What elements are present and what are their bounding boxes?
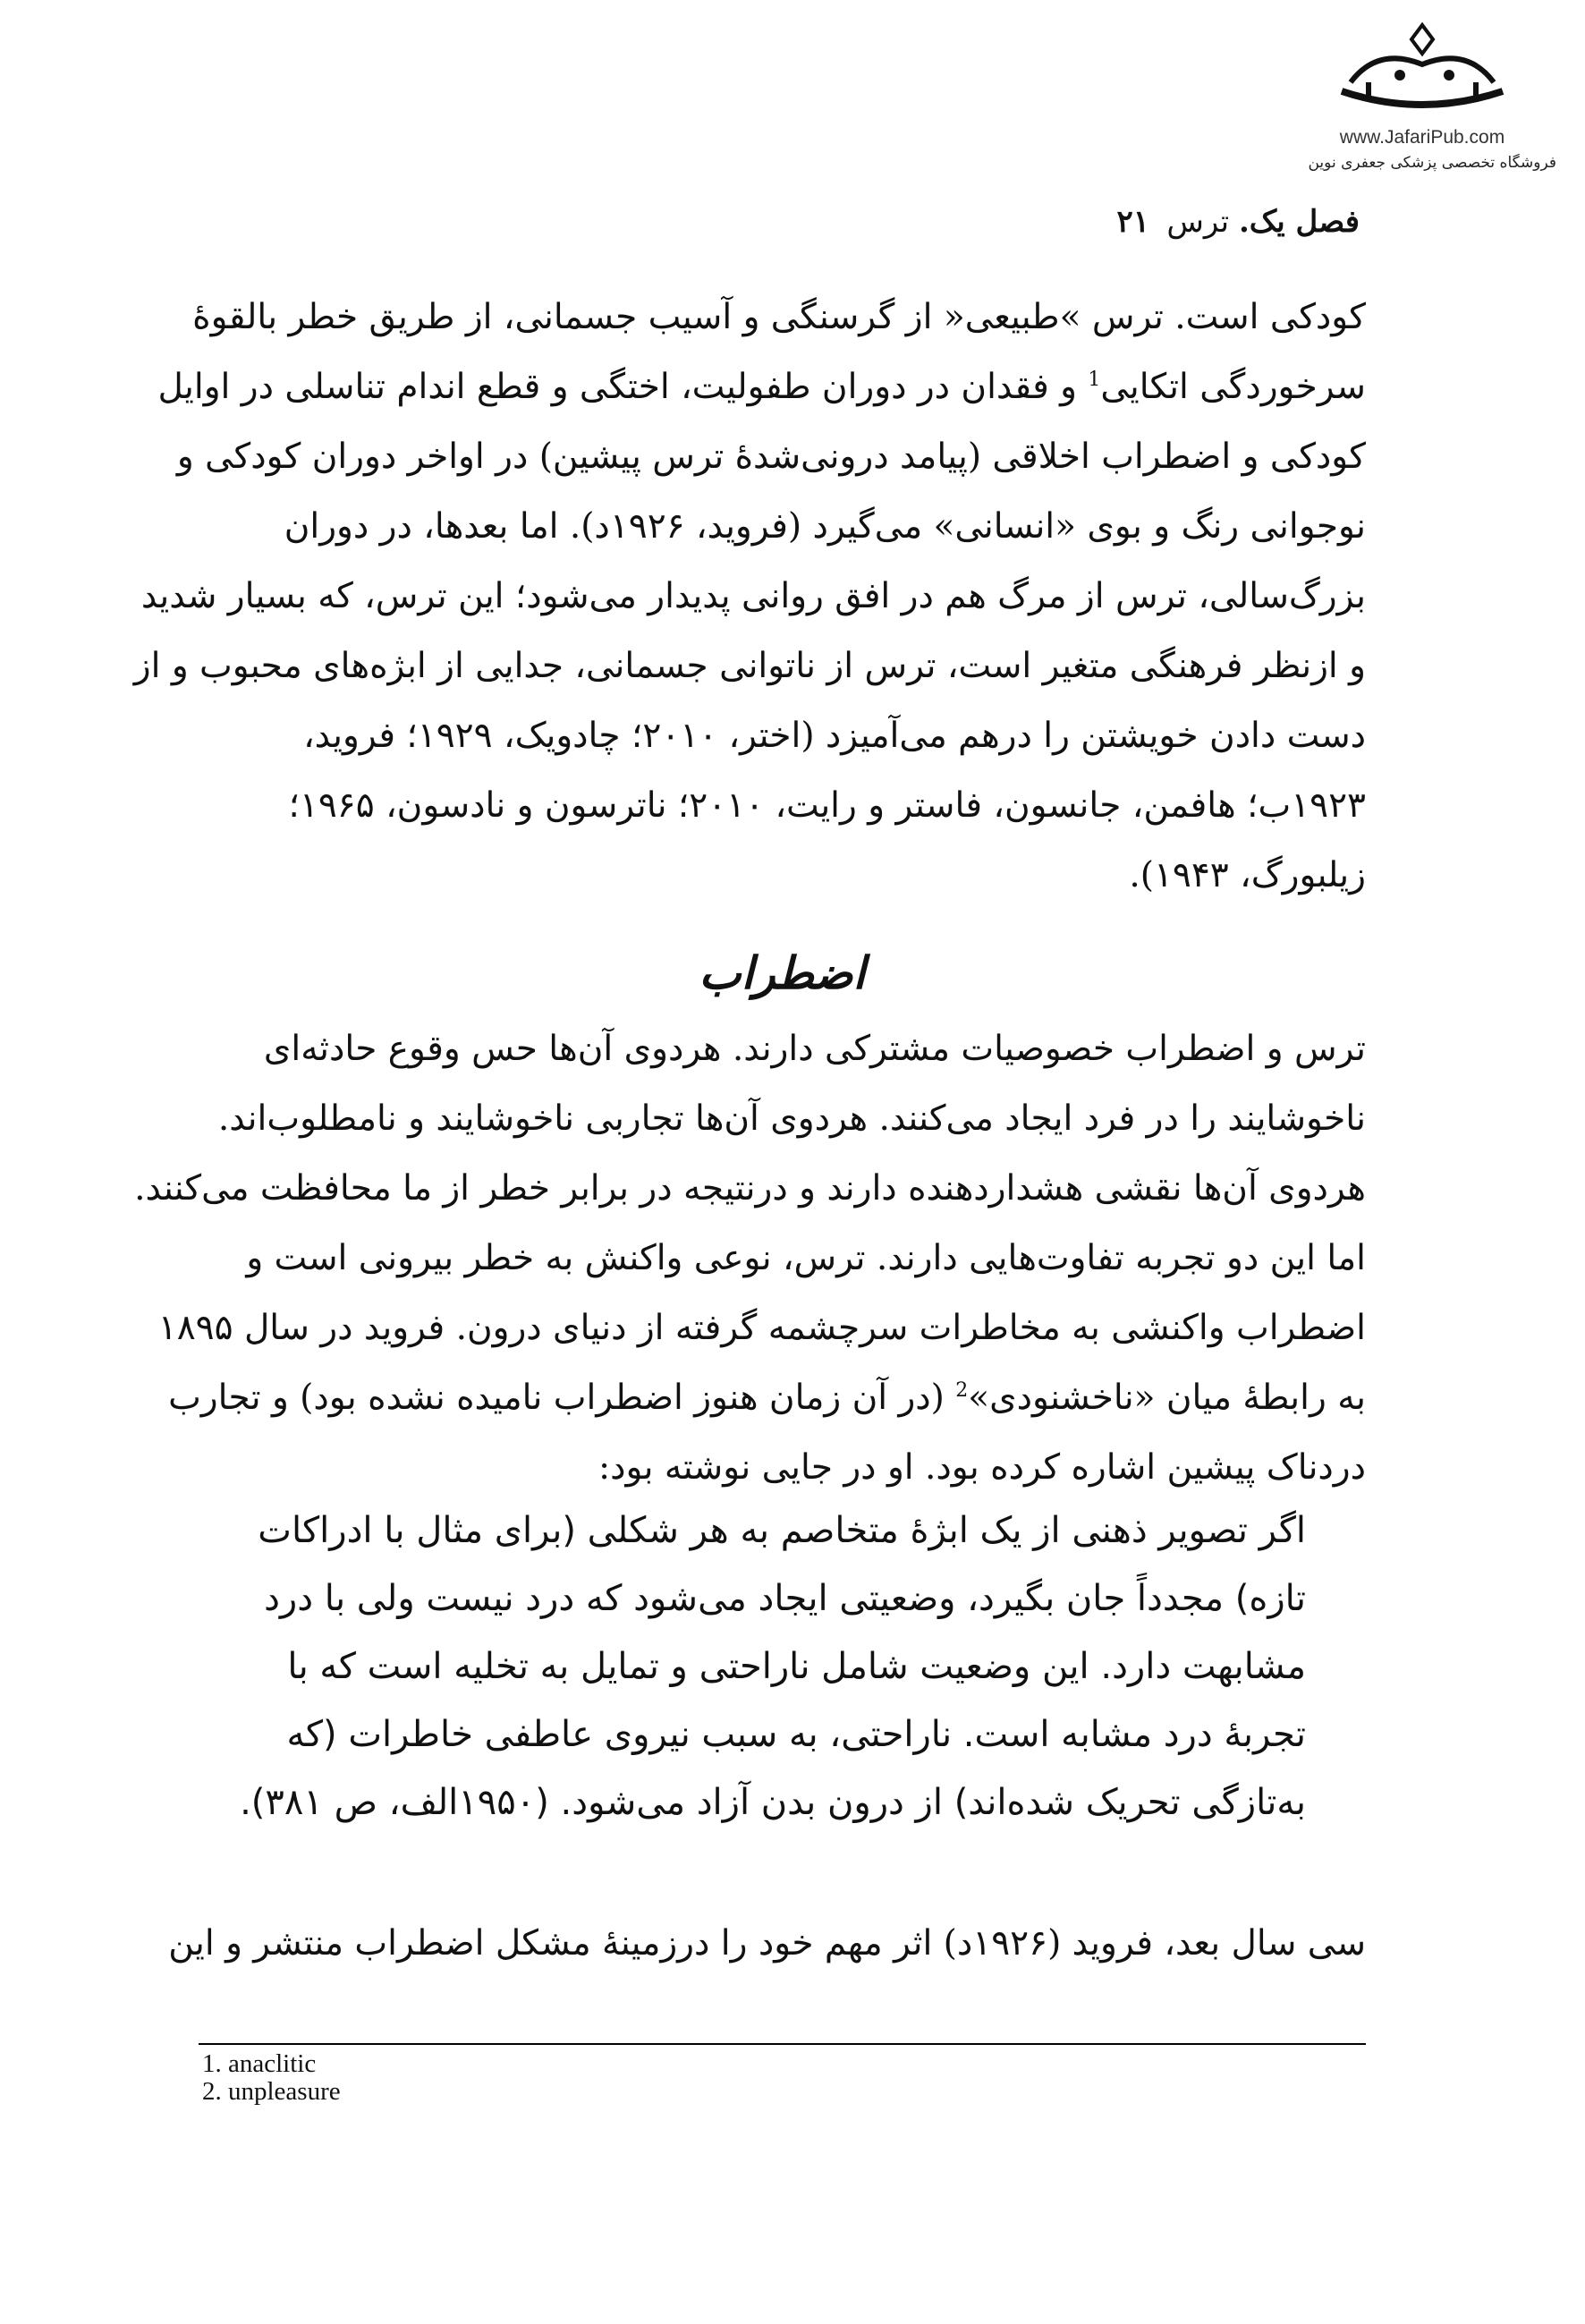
text-line: ناخوشایند را در فرد ایجاد می‌کنند. هردوی آن‌ها تجاربی ناخوشایند و نامطلوب‌اند.	[217, 1098, 1366, 1139]
text-line	[157, 367, 1366, 407]
text-line: ترس و اضطراب خصوصیات مشترکی دارند. هردوی آن‌ها حس وقوع حادثه‌ای	[263, 1029, 1366, 1069]
footnote-mark-2[interactable]: 2	[955, 1379, 969, 1402]
text-line: اما این دو تجربه تفاوت‌هایی دارند. ترس، نوعی واکنش به خطر بیرونی است و	[246, 1238, 1366, 1278]
chapter-title: ترس	[1166, 204, 1230, 240]
footnote-1: 1. anaclitic	[202, 2049, 317, 2078]
text-line: سی سال بعد، فروید (۱۹۲۶د) اثر مهم خود را درزمینۀ مشکل اضطراب منتشر و این	[168, 1923, 1366, 1964]
text-span: و فقدان در دوران طفولیت، اختگی و قطع اندام تناسلی در اوایل	[157, 367, 1089, 407]
jafari-logo-icon	[1315, 20, 1530, 127]
quote-line: تازه) مجدداً جان بگیرد، وضعیتی ایجاد می‌شود که درد نیست ولی با درد	[264, 1578, 1306, 1619]
text-line: دردناک پیشین اشاره کرده بود. او در جایی نوشته بود:	[598, 1447, 1366, 1488]
chapter-label	[1166, 204, 1360, 240]
text-span: (در آن زمان هنوز اضطراب نامیده نشده بود) و تجارب	[168, 1378, 956, 1418]
text-line: زیلبورگ، ۱۹۴۳).	[1129, 855, 1366, 895]
text-line: و ازنظر فرهنگی متغیر است، ترس از ناتوانی جسمانی، جدایی از ابژه‌های محبوب و از	[133, 646, 1366, 686]
footnote-2: 2. unpleasure	[202, 2077, 341, 2106]
text-line: نوجوانی رنگ و بوی «انسانی» می‌گیرد (فروید، ۱۹۲۶د). اما بعدها، در دوران	[284, 506, 1366, 547]
quote-line: به‌تازگی تحریک شده‌اند) از درون بدن آزاد می‌شود. (۱۹۵۰الف، ص ۳۸۱).	[240, 1782, 1306, 1823]
chapter-prefix: فصل یک.	[1238, 204, 1360, 240]
quote-line: مشابهت دارد. این وضعیت شامل ناراحتی و تمایل به تخلیه است که با	[287, 1646, 1306, 1687]
text-line: ۱۹۲۳ب؛ هافمن، جانسون، فاستر و رایت، ۲۰۱۰؛ ناترسون و نادسون، ۱۹۶۵؛	[288, 785, 1366, 826]
text-line: بزرگ‌سالی، ترس از مرگ هم در افق روانی پدیدار می‌شود؛ این ترس، که بسیار شدید	[140, 576, 1366, 616]
text-line: کودکی و اضطراب اخلاقی (پیامد درونی‌شدۀ ترس پیشین) در اواخر دوران کودکی و	[176, 437, 1366, 477]
text-line: اضطراب واکنشی به مخاطرات سرچشمه گرفته از دنیای درون. فروید در سال ۱۸۹۵	[157, 1308, 1366, 1348]
footnote-divider	[199, 2043, 1366, 2045]
footnotes	[202, 2050, 341, 2106]
text-line: دست دادن خویشتن را درهم می‌آمیزد (اختر، ۲۰۱۰؛ چادویک، ۱۹۲۹؛ فروید،	[303, 716, 1366, 756]
text-line: هردوی آن‌ها نقشی هشداردهنده دارند و درنتیجه در برابر خطر از ما محافظت می‌کنند.	[134, 1168, 1366, 1209]
publisher-shop-name: فروشگاه تخصصی پزشکی جعفری نوین	[1308, 154, 1556, 172]
running-header	[197, 204, 1360, 258]
text-span: سرخوردگی اتکایی	[1100, 367, 1366, 407]
text-span: به رابطۀ میان «ناخشنودی»	[968, 1378, 1366, 1418]
quote-line: تجربۀ درد مشابه است. ناراحتی، به سبب نیروی عاطفی خاطرات (که	[286, 1714, 1306, 1755]
text-line: کودکی است. ترس »طبیعی« از گرسنگی و آسیب جسمانی، از طریق خطر بالقوۀ	[192, 297, 1366, 337]
publisher-url[interactable]: www.JafariPub.com	[1339, 127, 1505, 148]
publisher-logo	[1288, 20, 1556, 172]
section-heading: اضطراب	[699, 946, 866, 999]
quote-line: اگر تصویر ذهنی از یک ابژۀ متخاصم به هر شکلی (برای مثال با ادراکات	[258, 1510, 1306, 1551]
page-number: ۲۱	[1116, 204, 1149, 240]
footnote-mark-1[interactable]: 1	[1088, 369, 1101, 391]
text-line	[168, 1378, 1366, 1418]
